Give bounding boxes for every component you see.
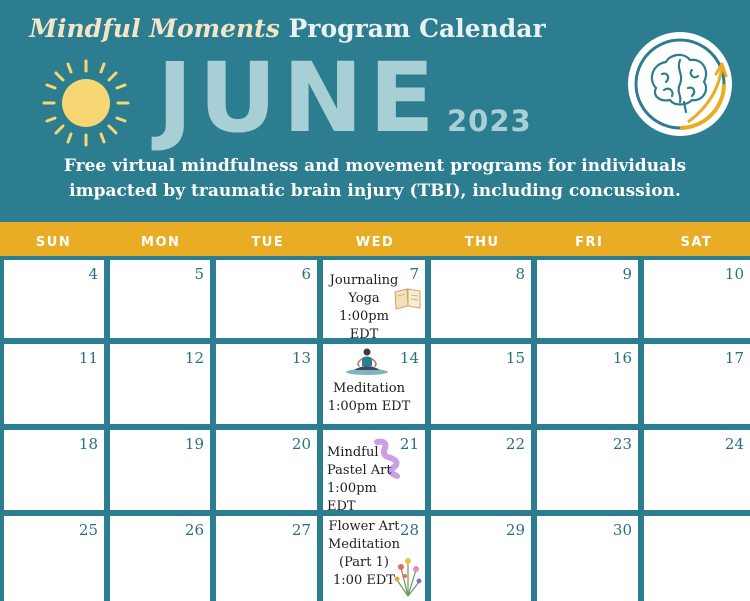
event-title: Pastel Art <box>327 463 392 478</box>
title-suffix: Program Calendar <box>279 14 546 43</box>
weekday-thu: THU <box>464 235 500 250</box>
day-cell <box>644 516 750 601</box>
day-number: 24 <box>724 435 744 453</box>
day-cell <box>216 516 317 601</box>
day-number: 21 <box>399 435 419 453</box>
event-time: 1:00pm EDT <box>327 399 411 414</box>
event-title: Journaling <box>329 273 399 288</box>
day-number: 30 <box>612 521 632 539</box>
day-number: 16 <box>612 349 632 367</box>
day-cell <box>644 430 750 510</box>
day-cell <box>4 344 104 424</box>
day-cell <box>110 260 210 338</box>
day-cell <box>537 516 638 601</box>
day-number: 26 <box>184 521 204 539</box>
day-number: 22 <box>505 435 525 453</box>
day-cell <box>4 430 104 510</box>
day-number: 5 <box>194 265 204 283</box>
day-number: 27 <box>291 521 311 539</box>
day-number: 11 <box>78 349 98 367</box>
sun-icon <box>40 57 132 149</box>
subtitle-line-1: Free virtual mindfulness and movement programs for individuals <box>63 156 687 176</box>
day-cell <box>431 260 531 338</box>
event-title: Meditation <box>332 381 406 396</box>
day-cell <box>431 516 531 601</box>
day-number: 19 <box>184 435 204 453</box>
day-cell <box>431 430 531 510</box>
event-time: 1:00pm EDT <box>327 481 377 514</box>
notebook-icon <box>393 286 423 310</box>
event-title: Flower Art <box>328 519 400 534</box>
day-number: 9 <box>622 265 632 283</box>
brain-logo-icon <box>626 30 734 138</box>
day-number: 23 <box>612 435 632 453</box>
weekday-wed: WED <box>355 235 395 250</box>
day-number: 10 <box>724 265 744 283</box>
day-number: 14 <box>399 349 419 367</box>
weekday-sat: SAT <box>680 235 713 250</box>
day-number: 8 <box>515 265 525 283</box>
weekday-mon: MON <box>141 235 181 250</box>
day-cell <box>110 344 210 424</box>
weekday-sun: SUN <box>35 235 72 250</box>
day-cell <box>323 260 425 342</box>
day-cell <box>537 344 638 424</box>
day-cell <box>110 430 210 510</box>
day-cell <box>323 430 425 514</box>
day-number: 15 <box>505 349 525 367</box>
day-cell <box>4 516 104 601</box>
year-label: 2023 <box>447 104 532 138</box>
day-cell <box>537 430 638 510</box>
weekday-tue: TUE <box>251 235 285 250</box>
day-number: 25 <box>78 521 98 539</box>
day-number: 20 <box>291 435 311 453</box>
weekday-header <box>0 222 750 256</box>
event-title: Yoga <box>348 291 380 306</box>
flower-bouquet-icon <box>393 554 423 598</box>
event-title: Meditation <box>327 537 401 552</box>
day-number: 13 <box>291 349 311 367</box>
day-cell <box>431 344 531 424</box>
day-number: 6 <box>301 265 311 283</box>
weekday-fri: FRI <box>575 235 604 250</box>
day-cell <box>644 344 750 424</box>
day-cell <box>323 516 425 601</box>
page-title <box>0 14 575 43</box>
day-cell <box>216 344 317 424</box>
day-cell <box>4 260 104 338</box>
subtitle-line-2: impacted by traumatic brain injury (TBI), including concussion. <box>69 181 681 201</box>
day-cell <box>323 344 425 424</box>
day-number: 4 <box>88 265 98 283</box>
meditation-icon <box>345 346 389 376</box>
day-number: 29 <box>505 521 525 539</box>
month-title: JUNE <box>157 42 441 154</box>
event-title: Mindful <box>327 445 379 460</box>
event-time: 1:00 EDT <box>333 573 395 588</box>
subtitle <box>0 154 750 204</box>
day-cell <box>537 260 638 338</box>
day-number: 17 <box>724 349 744 367</box>
day-number: 28 <box>399 521 419 539</box>
calendar-grid <box>0 256 750 601</box>
event-subtitle: (Part 1) <box>339 555 389 570</box>
day-number: 18 <box>78 435 98 453</box>
program-name: Mindful Moments <box>29 14 280 43</box>
day-cell <box>216 260 317 338</box>
event-time: 1:00pm EDT <box>339 309 389 342</box>
day-number: 12 <box>184 349 204 367</box>
day-cell <box>644 260 750 338</box>
day-cell <box>110 516 210 601</box>
day-cell <box>216 430 317 510</box>
event-mindful-pastel-art <box>327 444 407 516</box>
day-number: 7 <box>409 265 419 283</box>
event-meditation <box>323 380 415 416</box>
